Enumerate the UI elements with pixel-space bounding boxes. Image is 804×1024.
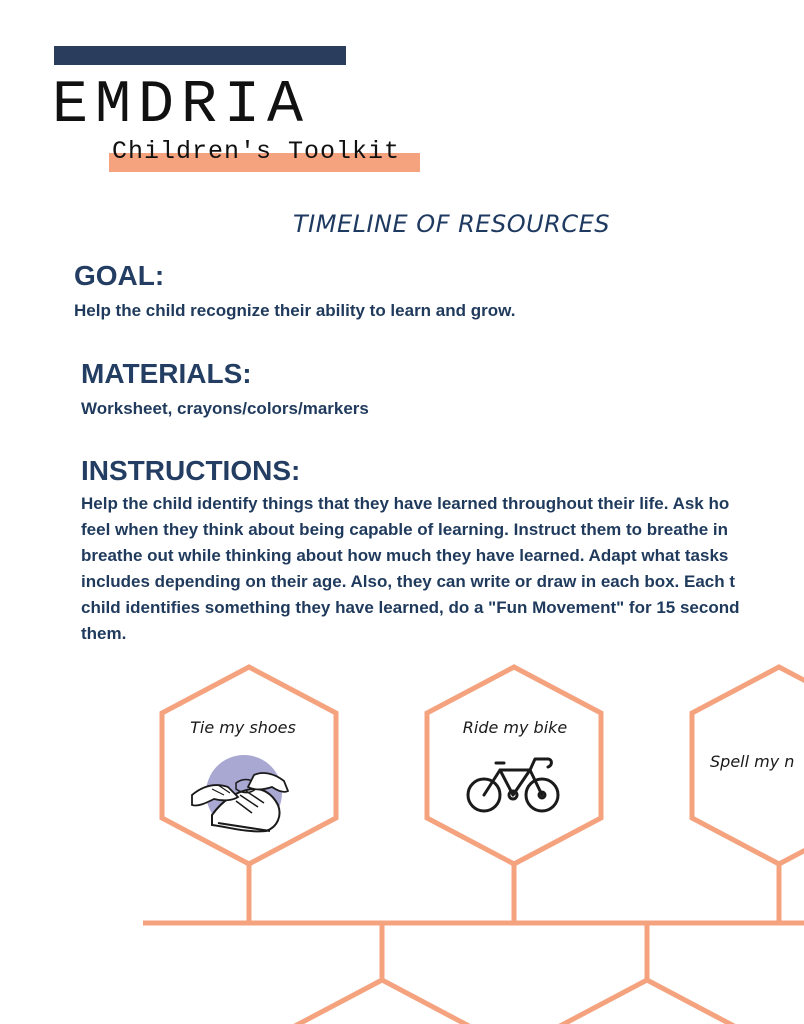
timeline-diagram <box>0 655 804 1024</box>
instructions-heading: INSTRUCTIONS: <box>81 455 301 486</box>
timeline-hexagon <box>295 980 469 1024</box>
instructions-line: breathe out while thinking about how much they have learned. Adapt what tasks <box>81 546 729 565</box>
timeline-item-label: Spell my n <box>710 752 795 771</box>
timeline-hexagon <box>427 667 601 864</box>
instructions-line: feel when they think about being capable of learning. Instruct them to breathe in <box>81 520 729 539</box>
instructions-text <box>81 491 804 647</box>
instructions-line: child identifies something they have learned, do a "Fun Movement" for 15 second <box>81 598 740 617</box>
goal-heading: GOAL: <box>74 260 165 291</box>
shoe-tying-icon <box>192 755 288 831</box>
brand-logo: EMDRIA <box>52 72 311 140</box>
instructions-line: Help the child identify things that they have learned throughout their life. Ask ho <box>81 494 730 513</box>
materials-heading: MATERIALS: <box>81 358 252 389</box>
header-top-bar <box>54 46 346 65</box>
brand-subtitle: Children's Toolkit <box>112 137 401 166</box>
timeline-item-label: Tie my shoes <box>190 718 296 737</box>
page-title: TIMELINE OF RESOURCES <box>293 210 610 238</box>
goal-text: Help the child recognize their ability to learn and grow. <box>74 301 516 320</box>
materials-text: Worksheet, crayons/colors/markers <box>81 399 369 418</box>
bicycle-icon <box>468 759 558 811</box>
instructions-line: them. <box>81 624 127 643</box>
timeline-hexagon <box>560 980 734 1024</box>
timeline-item-label: Ride my bike <box>462 718 568 737</box>
instructions-line: includes depending on their age. Also, they can write or draw in each box. Each t <box>81 572 736 591</box>
